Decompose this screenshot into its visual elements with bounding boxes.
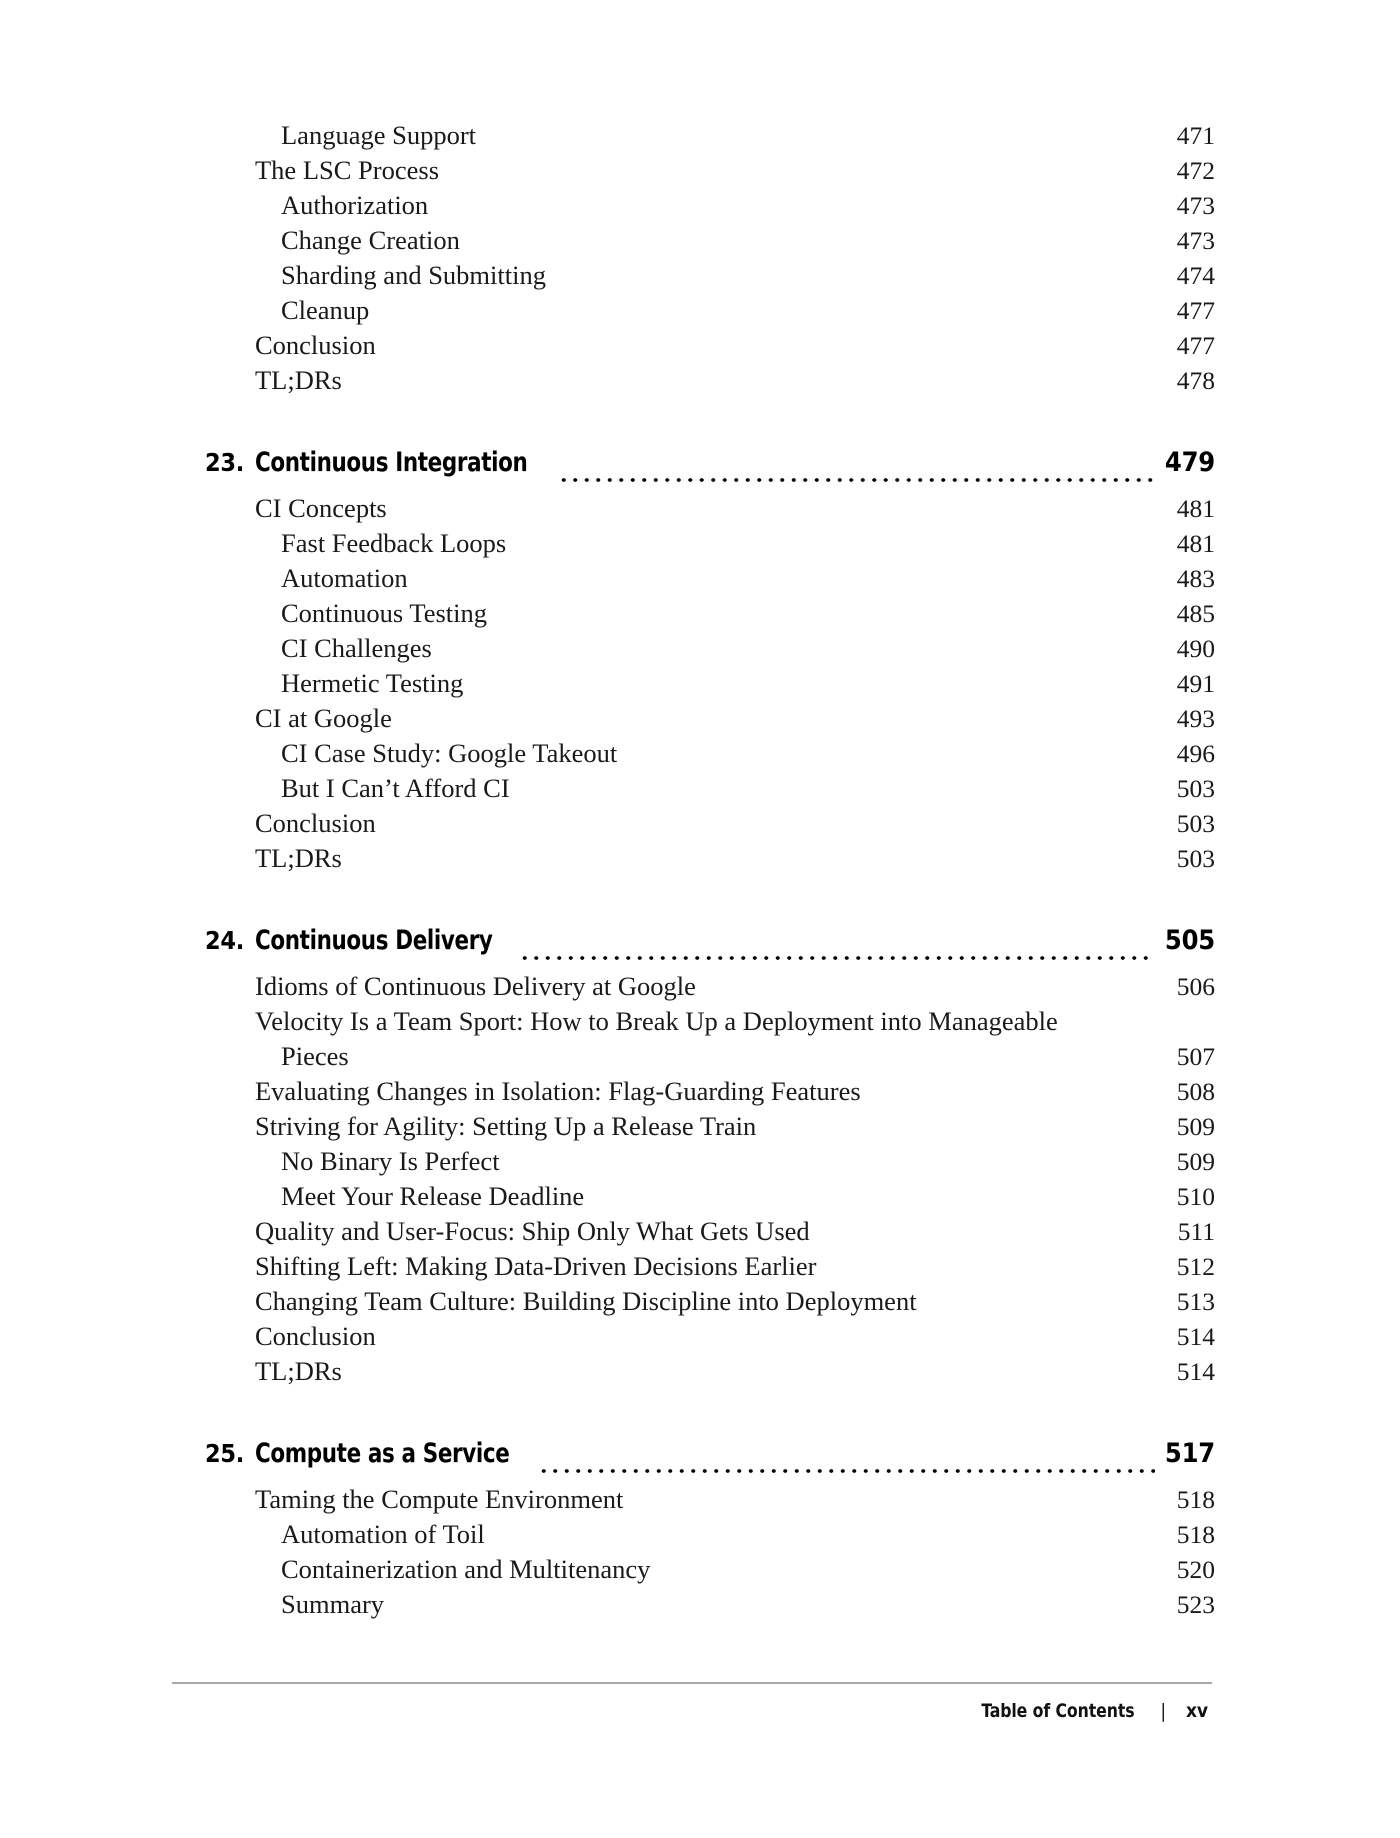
toc-entry-title: TL;DRs — [255, 365, 342, 395]
toc-entry-title: Automation — [281, 563, 408, 593]
toc-entry[interactable] — [205, 806, 1215, 841]
toc-entry[interactable] — [205, 328, 1215, 363]
toc-entry-title: Shifting Left: Making Data-Driven Decisions Earlier — [255, 1251, 817, 1281]
toc-entry[interactable] — [205, 1284, 1215, 1319]
toc-entry-title: Velocity Is a Team Sport: How to Break Up a Deployment into Manageable — [255, 1006, 1058, 1036]
toc-entry[interactable] — [205, 1587, 1215, 1622]
toc-entry[interactable] — [205, 561, 1215, 596]
toc-entry[interactable] — [205, 1354, 1215, 1389]
toc-entry-title: Pieces — [281, 1041, 349, 1071]
toc-entry-title: Meet Your Release Deadline — [281, 1181, 585, 1211]
toc-chapter-heading[interactable] — [205, 913, 1215, 969]
chapter-number: 24. — [205, 926, 244, 955]
toc-entry[interactable] — [205, 1144, 1215, 1179]
toc-entry-page-number: 509 — [1176, 1147, 1215, 1176]
chapter-spacer — [205, 398, 1215, 435]
toc-entry[interactable] — [205, 969, 1215, 1004]
toc-entry-title: Change Creation — [281, 225, 460, 255]
toc-entry-page-number: 473 — [1176, 191, 1215, 220]
toc-entry-title: Hermetic Testing — [281, 668, 464, 698]
toc-entry-title: Sharding and Submitting — [281, 260, 546, 290]
toc-entry[interactable] — [205, 631, 1215, 666]
toc-chapter-heading[interactable] — [205, 435, 1215, 491]
chapter-title: Continuous Integration — [255, 447, 528, 478]
toc-entry[interactable] — [205, 1179, 1215, 1214]
toc-entry-page-number: 503 — [1176, 809, 1215, 838]
toc-entry-page-number: 477 — [1176, 331, 1215, 360]
toc-entry[interactable] — [205, 841, 1215, 876]
chapter-number: 23. — [205, 448, 244, 477]
toc-entry-title: Evaluating Changes in Isolation: Flag-Guarding Features — [255, 1076, 861, 1106]
chapter-page-number: 517 — [1164, 1438, 1215, 1469]
toc-entry-page-number: 481 — [1176, 494, 1215, 523]
toc-entry[interactable] — [205, 736, 1215, 771]
chapter-spacer — [205, 876, 1215, 913]
toc-entry[interactable] — [205, 1249, 1215, 1284]
toc-entry-page-number: 514 — [1176, 1357, 1215, 1386]
toc-entry[interactable] — [205, 153, 1215, 188]
toc-entry[interactable] — [205, 491, 1215, 526]
toc-entry-title: Changing Team Culture: Building Discipline into Deployment — [255, 1286, 917, 1316]
toc-entry-title: Containerization and Multitenancy — [281, 1554, 651, 1584]
toc-entry[interactable] — [205, 596, 1215, 631]
toc-entry-page-number: 483 — [1176, 564, 1215, 593]
toc-entry-page-number: 473 — [1176, 226, 1215, 255]
toc-entry[interactable] — [205, 1319, 1215, 1354]
dot-leader — [558, 467, 1155, 491]
toc-entry-page-number: 477 — [1176, 296, 1215, 325]
toc-entry-title: CI Challenges — [281, 633, 432, 663]
toc-entry-page-number: 496 — [1176, 739, 1215, 768]
toc-entry-page-number: 491 — [1176, 669, 1215, 698]
toc-entry-page-number: 506 — [1176, 972, 1215, 1001]
chapter-title: Continuous Delivery — [255, 925, 493, 956]
chapter-page-number: 505 — [1164, 925, 1215, 956]
toc-entry-page-number: 485 — [1176, 599, 1215, 628]
toc-entry-page-number: 518 — [1176, 1520, 1215, 1549]
toc-entry[interactable] — [205, 223, 1215, 258]
toc-entry-title: CI Concepts — [255, 493, 387, 523]
toc-entry-title: CI at Google — [255, 703, 392, 733]
toc-entry-page-number: 512 — [1176, 1252, 1215, 1281]
toc-entry-title: Automation of Toil — [281, 1519, 485, 1549]
toc-entry[interactable] — [205, 1517, 1215, 1552]
toc-entry-title: Taming the Compute Environment — [255, 1484, 624, 1514]
toc-entry[interactable] — [205, 1004, 1215, 1039]
toc-entry-title: Conclusion — [255, 808, 376, 838]
toc-entry-title: TL;DRs — [255, 1356, 342, 1386]
toc-entry-title: Striving for Agility: Setting Up a Release Train — [255, 1111, 757, 1141]
folio-number: xv — [1186, 1700, 1208, 1722]
toc-entry[interactable] — [205, 701, 1215, 736]
toc-entry-page-number: 478 — [1176, 366, 1215, 395]
toc-entry-title: The LSC Process — [255, 155, 440, 185]
toc-entry-title: Fast Feedback Loops — [281, 528, 507, 558]
toc-entry-page-number: 511 — [1177, 1217, 1215, 1246]
toc-entry-page-number: 503 — [1176, 844, 1215, 873]
footer-separator: | — [1160, 1700, 1166, 1722]
toc-entry-page-number: 490 — [1176, 634, 1215, 663]
toc-entry[interactable] — [205, 1482, 1215, 1517]
toc-entry-title: Summary — [281, 1589, 385, 1619]
toc-entry-title: Authorization — [281, 190, 429, 220]
dot-leader — [538, 1458, 1155, 1482]
toc-entries-container — [205, 118, 1215, 1622]
toc-entry-title: Conclusion — [255, 1321, 376, 1351]
toc-entry[interactable] — [205, 1074, 1215, 1109]
toc-entry-title: CI Case Study: Google Takeout — [281, 738, 618, 768]
chapter-page-number: 479 — [1164, 447, 1215, 478]
toc-entry[interactable] — [205, 293, 1215, 328]
toc-entry-page-number: 518 — [1176, 1485, 1215, 1514]
toc-list — [205, 118, 1215, 1622]
toc-entry-page-number: 509 — [1176, 1112, 1215, 1141]
toc-entry-page-number: 471 — [1176, 121, 1215, 150]
toc-entry-title: No Binary Is Perfect — [281, 1146, 500, 1176]
toc-entry-page-number: 493 — [1176, 704, 1215, 733]
toc-entry-page-number: 510 — [1176, 1182, 1215, 1211]
toc-entry-title: Language Support — [281, 120, 477, 150]
toc-entry[interactable] — [205, 666, 1215, 701]
toc-entry-page-number: 520 — [1176, 1555, 1215, 1584]
toc-entry-title: TL;DRs — [255, 843, 342, 873]
toc-entry[interactable] — [205, 258, 1215, 293]
toc-entry[interactable] — [205, 363, 1215, 398]
chapter-title: Compute as a Service — [255, 1438, 510, 1469]
toc-entry-page-number: 513 — [1176, 1287, 1215, 1316]
toc-entry-title: Continuous Testing — [281, 598, 487, 628]
toc-entry-page-number: 508 — [1176, 1077, 1215, 1106]
chapter-number: 25. — [205, 1439, 244, 1468]
toc-entry-page-number: 503 — [1176, 774, 1215, 803]
toc-entry-page-number: 514 — [1176, 1322, 1215, 1351]
dot-leader — [519, 945, 1155, 969]
toc-entry[interactable] — [205, 118, 1215, 153]
toc-entry[interactable] — [205, 1109, 1215, 1144]
toc-entry-title: Quality and User-Focus: Ship Only What Gets Used — [255, 1216, 810, 1246]
toc-entry-title: Conclusion — [255, 330, 376, 360]
toc-entry[interactable] — [205, 526, 1215, 561]
toc-entry-page-number: 481 — [1176, 529, 1215, 558]
toc-entry-title: Idioms of Continuous Delivery at Google — [255, 971, 696, 1001]
toc-chapter-heading[interactable] — [205, 1426, 1215, 1482]
chapter-spacer — [205, 1389, 1215, 1426]
toc-entry[interactable] — [205, 771, 1215, 806]
footer-divider — [172, 1682, 1212, 1684]
page-footer — [172, 1700, 1212, 1722]
toc-entry-page-number: 523 — [1176, 1590, 1215, 1619]
footer-label: Table of Contents — [981, 1700, 1135, 1722]
toc-entry[interactable] — [205, 1214, 1215, 1249]
toc-entry[interactable] — [205, 1039, 1215, 1074]
toc-entry-title: But I Can’t Afford CI — [281, 773, 510, 803]
toc-entry[interactable] — [205, 188, 1215, 223]
toc-entry-page-number: 474 — [1176, 261, 1215, 290]
toc-entry[interactable] — [205, 1552, 1215, 1587]
toc-entry-title: Cleanup — [281, 295, 370, 325]
toc-entry-page-number: 472 — [1176, 156, 1215, 185]
toc-entry-page-number: 507 — [1176, 1042, 1215, 1071]
